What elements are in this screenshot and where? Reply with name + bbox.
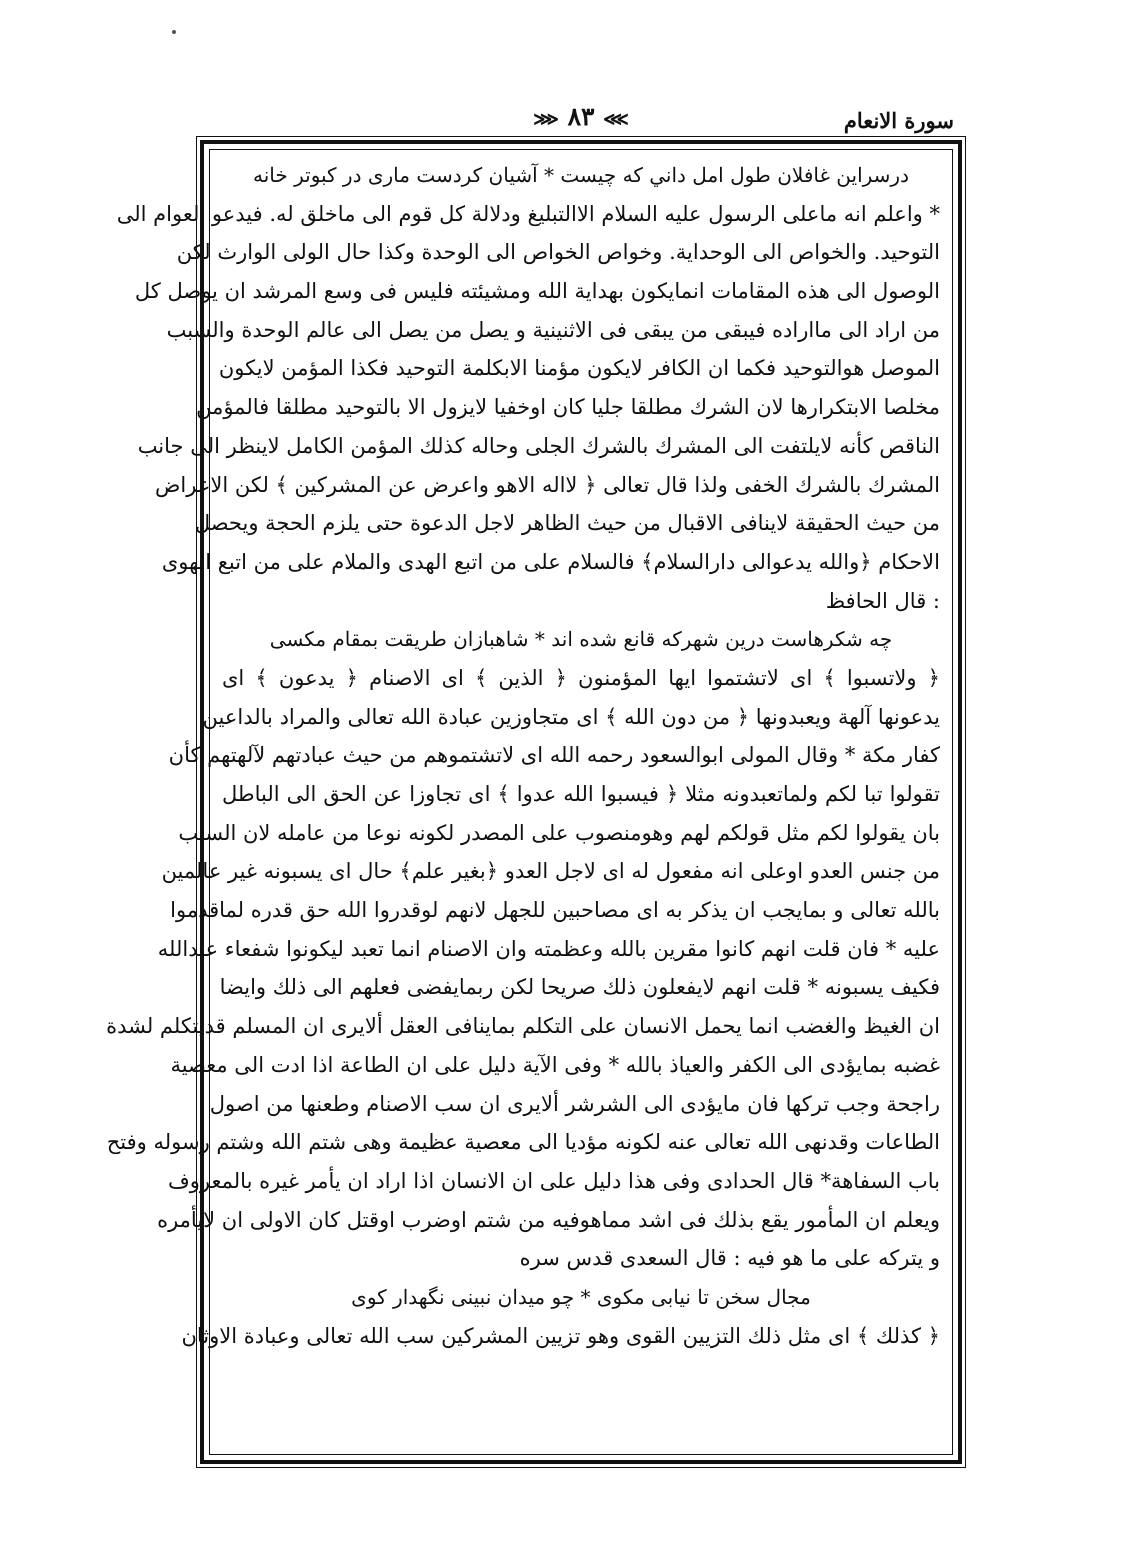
text-line: الوصول الى هذه المقامات انمايكون بهداية الله ومشيئته فليس فى وسع المرشد ان يوصل كل xyxy=(134,279,940,304)
text-line: چه شكرهاست درين شهركه قانع شده اند * شاهبازان طريقت بمقام مكسى xyxy=(269,627,893,652)
text-line: من اراد الى مااراده فيبقى من يبقى فى الاثنينية و يصل من يصل الى عالم الوحدة والسبب xyxy=(166,317,940,342)
text-line: راجحة وجب تركها فان مايؤدى الى الشرشر ألايرى ان سب الاصنام وطعنها من اصول xyxy=(209,1091,940,1116)
ornament-left-icon: ⋙ xyxy=(533,109,559,130)
text-line: الناقص كأنه لايلتفت الى المشرك بالشرك الجلى وحاله كذلك المؤمن الكامل لاينظر الى جانب xyxy=(137,433,940,458)
text-line: درسراين غافلان طول امل داني كه چيست * آشيان كردست مارى در كبوتر خانه xyxy=(252,163,909,187)
text-line: ﴿ ولاتسبوا ﴾ اى لاتشتموا ايها المؤمنون ﴿ الذين ﴾ اى الاصنام ﴿ يدعون ﴾ اى xyxy=(222,665,940,690)
text-line: غضبه بمايؤدى الى الكفر والعياذ بالله * وفى الآية دليل على ان الطاعة اذا ادت الى معصية xyxy=(170,1052,940,1077)
text-line: الموصل هوالتوحيد فكما ان الكافر لايكون مؤمنا الابكلمة التوحيد فكذا المؤمن لايكون xyxy=(218,356,940,381)
text-line: ان الغيظ والغضب انما يحمل الانسان على التكلم بماينافى العقل ألايرى ان المسلم قديتكلم لشدة xyxy=(106,1014,940,1039)
text-line: من جنس العدو اوعلى انه مفعول له اى لاجل العدو ﴿بغير علم﴾ حال اى يسبونه غير عالمين xyxy=(161,859,940,884)
text-line: مجال سخن تا نيابى مكوى * چو ميدان نبينى نگهدار كوى xyxy=(351,1284,811,1309)
text-line: تقولوا تبا لكم ولماتعبدونه مثلا ﴿ فيسبوا الله عدوا ﴾ اى تجاوزا عن الحق الى الباطل xyxy=(222,782,940,806)
text-line: * واعلم انه ماعلى الرسول عليه السلام الاالتبليغ ودلالة كل قوم الى ماخلق له. فيدعو العوام الى xyxy=(116,201,940,226)
text-line: بان يقولوا لكم مثل قولكم لهم وهومنصوب على المصدر لكونه نوعا من عامله لان السبب xyxy=(178,820,940,845)
surah-title: سورة الانعام xyxy=(843,108,954,133)
stray-dot xyxy=(172,30,176,34)
page-number xyxy=(533,102,629,131)
text-line: ويعلم ان المأمور يقع بذلك فى اشد مماهوفيه من شتم اوضرب اوقتل كان الاولى ان لايأمره xyxy=(157,1207,940,1232)
text-line: من حيث الحقيقة لاينافى الاقبال من حيث الظاهر لاجل الدعوة حتى يلزم الحجة ويحصل xyxy=(194,511,940,536)
page-header xyxy=(200,100,962,140)
text-line: : قال الحافظ xyxy=(825,588,940,613)
text-line: باب السفاهة* قال الحدادى وفى هذا دليل على ان الانسان اذا اراد ان يأمر غيره بالمعروف xyxy=(168,1168,940,1193)
text-line: الطاعات وقدنهى الله تعالى عنه لكونه مؤديا الى معصية عظيمة وهى شتم الله وشتم رسوله وفتح xyxy=(106,1130,940,1155)
text-line: يدعونها آلهة ويعبدونها ﴿ من دون الله ﴾ اى متجاوزين عبادة الله تعالى والمراد بالداعين xyxy=(202,704,940,729)
page-number-value: ٨٣ xyxy=(567,102,595,131)
text-line: عليه * فان قلت انهم كانوا مقرين بالله وعظمته وان الاصنام انما تعبد ليكونوا شفعاء عندالله xyxy=(157,936,940,961)
text-line: المشرك بالشرك الخفى ولذا قال تعالى ﴿ لااله الاهو واعرض عن المشركين ﴾ لكن الاعراض xyxy=(155,472,940,497)
text-line: فكيف يسبونه * قلت انهم لايفعلون ذلك صريحا لكن ربمايفضى فعلهم الى ذلك وايضا xyxy=(219,975,940,1000)
text-line: بالله تعالى و بمايجب ان يذكر به اى مصاحبين للجهل لانهم لوقدروا الله حق قدره لماقدموا xyxy=(170,898,940,923)
text-line: الاحكام ﴿والله يدعوالى دارالسلام﴾ فالسلام على من اتبع الهدى والملام على من اتبع الهوى xyxy=(161,549,940,574)
text-line: التوحيد. والخواص الى الوحداية. وخواص الخواص الى الوحدة وكذا حال الولى الوارث لكن xyxy=(176,240,940,265)
text-line: مخلصا الابتكرارها لان الشرك مطلقا جليا كان اوخفيا لايزول الا بالتوحيد مطلقا فالمؤمن xyxy=(196,395,940,420)
text-line: ﴿ كذلك ﴾ اى مثل ذلك التزيين القوى وهو تزيين المشركين سب الله تعالى وعبادة الاوثان xyxy=(181,1323,940,1348)
text-line: و يتركه على ما هو فيه : قال السعدى قدس سره xyxy=(519,1246,940,1271)
ornament-right-icon: ⋘ xyxy=(603,109,629,130)
text-line: كفار مكة * وقال المولى ابوالسعود رحمه الله اى لاتشتموهم من حيث عبادتهم لآلهتهم كأن xyxy=(168,743,940,768)
text-body xyxy=(106,156,940,1355)
page-frame xyxy=(106,140,962,1464)
